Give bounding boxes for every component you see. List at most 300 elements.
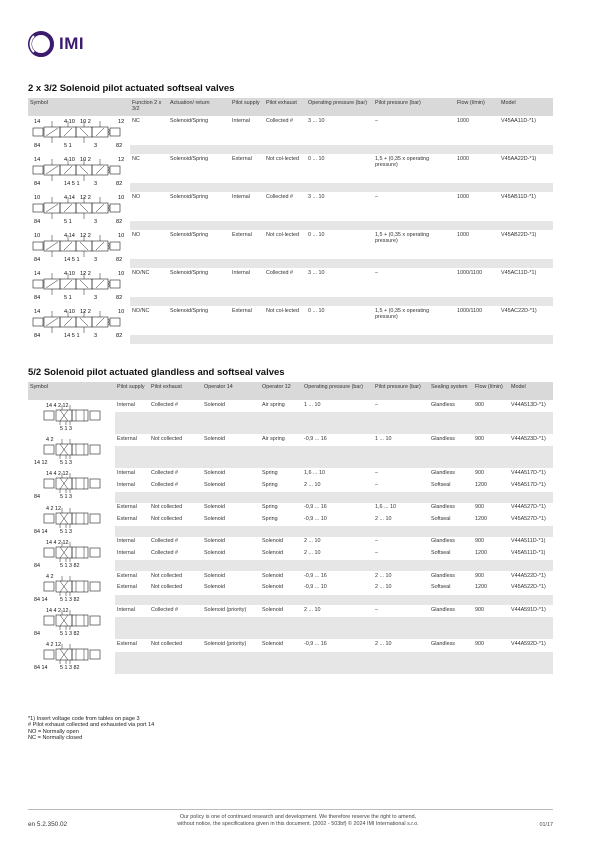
table-row	[28, 434, 553, 446]
table-row	[28, 154, 553, 183]
port-label: 84	[34, 257, 41, 263]
cell-exhaust: Collected #	[266, 270, 293, 276]
cell-supply: Internal	[117, 550, 135, 557]
cell-exhaust: Not collected	[151, 504, 183, 511]
cell-pilot: –	[375, 481, 378, 488]
port-label: 10	[34, 233, 41, 239]
row-band	[115, 595, 553, 606]
column-header: Pilot pressure (bar)	[373, 98, 455, 116]
cell-op: 1,6 ... 10	[304, 469, 325, 476]
cell-flow: 1000	[457, 232, 469, 238]
cell-exhaust: Not col-lected	[266, 308, 299, 314]
cell-exhaust: Not collected	[151, 515, 183, 522]
symbol-cell	[28, 154, 130, 192]
cell-seal: Glandless	[431, 606, 455, 613]
valve-symbol-5-2-icon	[30, 435, 114, 465]
cell-op12: Spring	[262, 504, 278, 511]
port-label: 4 10	[64, 271, 75, 277]
cell-actuation: Solenoid/Spring	[170, 270, 209, 276]
symbol-cell	[28, 306, 130, 344]
cell-flow: 900	[475, 401, 484, 408]
cell-supply: External	[117, 640, 137, 647]
table-row	[28, 306, 553, 335]
port-label: 12 2	[80, 233, 91, 239]
cell-op14: Solenoid	[204, 481, 225, 488]
document-code: en 5.2.350.02	[28, 821, 68, 828]
cell-pilot: 2 ... 10	[375, 640, 392, 647]
column-header: Pilot exhaust	[149, 382, 202, 400]
table-row	[28, 503, 553, 515]
cell-supply: Internal	[117, 481, 135, 488]
cell-op: -0,9 ... 16	[304, 504, 327, 511]
row-band	[130, 183, 553, 192]
cell-supply: External	[117, 435, 137, 442]
port-label: 3	[94, 181, 98, 187]
cell-exhaust: Collected #	[151, 401, 178, 408]
cell-supply: External	[232, 232, 252, 238]
table-row	[28, 605, 553, 617]
cell-flow: 1000	[457, 194, 469, 200]
row-band	[115, 492, 553, 503]
column-header: Model	[509, 382, 553, 400]
cell-flow: 900	[475, 572, 484, 579]
port-label-left: 84	[34, 631, 40, 637]
row-band	[115, 446, 553, 468]
cell-function: NO/NC	[132, 270, 150, 276]
port-label-bottom: 5 1 3	[60, 528, 72, 534]
symbol-cell	[28, 434, 115, 468]
valve-symbol-2x3-2-icon	[30, 155, 128, 187]
column-header: Model	[499, 98, 553, 116]
table-row	[28, 571, 553, 583]
symbol-cell	[28, 468, 115, 502]
column-header: Sealing system	[429, 382, 473, 400]
column-header: Flow (l/min)	[473, 382, 509, 400]
cell-seal: Softseal	[431, 481, 451, 488]
port-label: 84	[34, 181, 41, 187]
cell-seal: Softseal	[431, 515, 451, 522]
row-band	[115, 412, 553, 434]
port-label-top: 14 4 2 12	[46, 539, 69, 546]
cell-model: V44A591D-*1)	[511, 606, 546, 613]
cell-actuation: Solenoid/Spring	[170, 308, 209, 314]
symbol-cell	[28, 400, 115, 434]
cell-model: V45AC22D-*1)	[501, 308, 537, 314]
cell-op: 2 ... 10	[304, 606, 321, 613]
cell-exhaust: Not collected	[151, 640, 183, 647]
cell-op14: Solenoid (priority)	[204, 640, 247, 647]
column-header: Pilot supply	[230, 98, 264, 116]
port-label: 10 2	[80, 119, 91, 125]
cell-op: -0,9 ... 16	[304, 640, 327, 647]
port-label-bottom: 5 1 3 82	[60, 665, 80, 671]
cell-supply: Internal	[117, 469, 135, 476]
cell-op: -0,9 ... 16	[304, 572, 327, 579]
cell-op: 2 ... 10	[304, 538, 321, 545]
cell-function: NO	[132, 232, 141, 238]
port-label: 82	[116, 143, 123, 149]
cell-exhaust: Collected #	[151, 538, 178, 545]
cell-seal: Glandless	[431, 401, 455, 408]
table-row	[28, 192, 553, 221]
cell-supply: External	[232, 308, 252, 314]
cell-exhaust: Not collected	[151, 572, 183, 579]
port-label: 14	[34, 271, 41, 277]
port-label: 4 10	[64, 119, 75, 125]
cell-op: 3 ... 10	[308, 118, 325, 124]
cell-model: V44A522D-*1)	[511, 572, 546, 579]
cell-pilot: –	[375, 270, 378, 276]
cell-op14: Solenoid	[204, 584, 225, 591]
valve-symbol-5-2-icon	[30, 572, 114, 602]
cell-model: V45A527D-*1)	[511, 515, 546, 522]
port-label-bottom: 5 1 3 82	[60, 597, 80, 603]
port-label: 14 5 1	[64, 257, 80, 263]
cell-supply: External	[117, 572, 137, 579]
cell-exhaust: Not collected	[151, 584, 183, 591]
cell-flow: 900	[475, 538, 484, 545]
valve-symbol-2x3-2-icon	[30, 193, 128, 225]
cell-op: -0,9 ... 10	[304, 515, 327, 522]
port-label-top: 14 4 2 12	[46, 608, 69, 615]
cell-seal: Glandless	[431, 538, 455, 545]
cell-model: V44A523D-*1)	[511, 435, 546, 442]
cell-op12: Air spring	[262, 401, 285, 408]
cell-model: V44A511D-*1)	[511, 538, 546, 545]
section2-title: 5/2 Solenoid pilot actuated glandless and softseal valves	[28, 367, 285, 378]
port-label: 3	[94, 333, 98, 339]
port-label: 84	[34, 143, 41, 149]
footer-divider	[28, 809, 553, 810]
table-row	[28, 537, 553, 549]
cell-seal: Glandless	[431, 640, 455, 647]
cell-model: V45AC11D-*1)	[501, 270, 537, 276]
column-header: Operating pressure (bar)	[302, 382, 373, 400]
cell-pilot: –	[375, 118, 378, 124]
cell-flow: 1200	[475, 515, 487, 522]
cell-pilot: 2 ... 10	[375, 572, 392, 579]
row-band	[115, 560, 553, 571]
footnote: NC = Normally closed	[28, 735, 83, 742]
row-band	[115, 617, 553, 639]
port-label-bottom: 5 1 3 82	[60, 631, 80, 637]
valve-symbol-2x3-2-icon	[30, 307, 128, 339]
table-row	[28, 400, 553, 412]
cell-op12: Spring	[262, 481, 278, 488]
port-label-left: 84 14	[34, 597, 48, 603]
table-3-2-valves	[28, 98, 553, 344]
column-header: Operator 12	[260, 382, 302, 400]
cell-function: NC	[132, 156, 140, 162]
footnote: *1) Insert voltage code from tables on page 3	[28, 716, 140, 722]
port-label: 3	[94, 257, 98, 263]
section1-title: 2 x 3/2 Solenoid pilot actuated softseal valves	[28, 83, 235, 94]
port-label: 12 2	[80, 195, 91, 201]
column-header: Operating pressure (bar)	[306, 98, 373, 116]
cell-pilot: –	[375, 194, 378, 200]
cell-exhaust: Collected #	[266, 194, 293, 200]
cell-actuation: Solenoid/Spring	[170, 118, 209, 124]
valve-symbol-2x3-2-icon	[30, 269, 128, 301]
cell-op: 1 ... 10	[304, 401, 321, 408]
footer-disclaimer-line: Our policy is one of continued research and development. We therefore reserve the right to amend,	[179, 814, 417, 820]
cell-pilot: –	[375, 538, 378, 545]
port-label-top: 14 4 2 12	[46, 471, 69, 478]
cell-exhaust: Not col-lected	[266, 232, 299, 238]
port-label: 10 2	[80, 157, 91, 163]
port-label: 4 10	[64, 309, 75, 315]
cell-supply: Internal	[117, 401, 135, 408]
cell-supply: External	[232, 156, 252, 162]
cell-seal: Glandless	[431, 435, 455, 442]
symbol-cell	[28, 503, 115, 537]
port-label-bottom: 5 1 3 82	[60, 562, 80, 568]
cell-pilot: 1 ... 10	[375, 435, 392, 442]
cell-model: V45A511D-*1)	[511, 550, 546, 557]
imi-logo	[28, 30, 88, 58]
cell-seal: Softseal	[431, 584, 451, 591]
cell-supply: Internal	[232, 194, 250, 200]
cell-supply: Internal	[117, 538, 135, 545]
cell-op12: Solenoid	[262, 606, 283, 613]
cell-flow: 900	[475, 504, 484, 511]
cell-exhaust: Collected #	[151, 550, 178, 557]
port-label: 10	[118, 195, 125, 201]
cell-op12: Solenoid	[262, 550, 283, 557]
cell-op: 2 ... 10	[304, 481, 321, 488]
cell-model: V45A517D-*1)	[511, 481, 546, 488]
port-label: 5 1	[64, 295, 72, 301]
cell-op: 0 ... 10	[308, 156, 325, 162]
port-label-bottom: 5 1 3	[60, 460, 72, 466]
table-row	[28, 116, 553, 145]
valve-symbol-5-2-icon	[30, 606, 114, 636]
port-label-bottom: 5 1 3	[60, 426, 72, 431]
port-label: 14	[34, 119, 41, 125]
column-header: Actuation/ return	[168, 98, 230, 116]
column-header: Symbol	[28, 382, 115, 400]
footnotes	[28, 716, 154, 742]
cell-model: V45AB11D-*1)	[501, 194, 536, 200]
symbol-cell	[28, 268, 130, 306]
port-label: 14 5 1	[64, 181, 80, 187]
column-header: Pilot exhaust	[264, 98, 306, 116]
cell-model: V44A527D-*1)	[511, 504, 546, 511]
cell-supply: External	[117, 515, 137, 522]
cell-op12: Solenoid	[262, 640, 283, 647]
table-row	[28, 639, 553, 651]
cell-flow: 1200	[475, 481, 487, 488]
port-label: 12	[118, 157, 125, 163]
port-label-top: 4 2 12	[46, 505, 61, 512]
cell-op14: Solenoid	[204, 504, 225, 511]
cell-flow: 1000/1100	[457, 308, 483, 314]
footer-disclaimer-line: without notice, the specifications given in this document. (2002 - 503bf) © 2024 IMI International s.r.o.	[177, 821, 419, 827]
row-band	[130, 145, 553, 154]
cell-flow: 900	[475, 469, 484, 476]
logo-text: IMI	[59, 34, 85, 53]
cell-actuation: Solenoid/Spring	[170, 194, 209, 200]
port-label-top: 4 2 12	[46, 642, 61, 649]
port-label-top: 4 2	[46, 437, 54, 444]
valve-symbol-5-2-icon	[30, 469, 114, 499]
port-label-left: 84 14	[34, 528, 48, 534]
table-row	[28, 230, 553, 259]
cell-flow: 1000	[457, 118, 469, 124]
row-band	[115, 526, 553, 537]
cell-supply: External	[117, 584, 137, 591]
cell-op14: Solenoid	[204, 515, 225, 522]
cell-model: V44A517D-*1)	[511, 469, 546, 476]
cell-seal: Softseal	[431, 550, 451, 557]
cell-op: 3 ... 10	[308, 194, 325, 200]
cell-seal: Glandless	[431, 572, 455, 579]
port-label: 12 2	[80, 309, 91, 315]
row-band	[130, 335, 553, 344]
row-band	[130, 297, 553, 306]
cell-op: 0 ... 10	[308, 308, 325, 314]
cell-flow: 1000/1100	[457, 270, 483, 276]
port-label: 14 5 1	[64, 333, 80, 339]
port-label: 5 1	[64, 219, 72, 225]
symbol-cell	[28, 116, 130, 154]
imi-logo-mark-icon	[28, 31, 54, 57]
port-label: 14	[34, 309, 41, 315]
port-label-top: 4 2	[46, 574, 54, 581]
symbol-cell	[28, 537, 115, 571]
port-label: 82	[116, 257, 123, 263]
cell-seal: Glandless	[431, 469, 455, 476]
cell-flow: 900	[475, 435, 484, 442]
footnote: NO = Normally open	[28, 728, 79, 735]
symbol-cell	[28, 571, 115, 605]
column-header: Pilot supply	[115, 382, 149, 400]
cell-supply: Internal	[232, 118, 250, 124]
port-label-left: 14 12	[34, 460, 48, 466]
cell-pilot: 1,5 + (0,35 x operating pressure)	[375, 308, 430, 321]
cell-pilot: –	[375, 550, 378, 557]
table-row	[28, 468, 553, 480]
cell-supply: Internal	[117, 606, 135, 613]
cell-flow: 900	[475, 640, 484, 647]
cell-supply: Internal	[232, 270, 250, 276]
valve-symbol-5-2-icon	[30, 401, 114, 431]
port-label-bottom: 5 1 3	[60, 494, 72, 500]
port-label: 10	[118, 309, 125, 315]
port-label: 84	[34, 333, 41, 339]
port-label: 84	[34, 219, 41, 225]
cell-pilot: –	[375, 469, 378, 476]
cell-flow: 1200	[475, 550, 487, 557]
row-band	[130, 221, 553, 230]
cell-actuation: Solenoid/Spring	[170, 232, 209, 238]
cell-flow: 1000	[457, 156, 469, 162]
symbol-cell	[28, 639, 115, 673]
cell-actuation: Solenoid/Spring	[170, 156, 209, 162]
cell-pilot: 1,5 + (0,35 x operating pressure)	[375, 156, 430, 169]
footer-disclaimer	[120, 814, 476, 828]
table-5-2-valves	[28, 382, 553, 674]
valve-symbol-2x3-2-icon	[30, 117, 128, 149]
port-label-left: 84	[34, 494, 40, 500]
cell-model: V45A522D-*1)	[511, 584, 546, 591]
cell-function: NO/NC	[132, 308, 150, 314]
cell-model: V44A513D-*1)	[511, 401, 546, 408]
cell-op14: Solenoid	[204, 572, 225, 579]
port-label: 10	[118, 233, 125, 239]
cell-op12: Air spring	[262, 435, 285, 442]
cell-exhaust: Collected #	[151, 481, 178, 488]
port-label: 4 10	[64, 157, 75, 163]
cell-exhaust: Not collected	[151, 435, 183, 442]
cell-op14: Solenoid	[204, 401, 225, 408]
port-label: 10	[118, 271, 125, 277]
cell-exhaust: Not col-lected	[266, 156, 299, 162]
cell-op: 0 ... 10	[308, 232, 325, 238]
cell-exhaust: Collected #	[151, 469, 178, 476]
port-label: 5 1	[64, 143, 72, 149]
cell-exhaust: Collected #	[151, 606, 178, 613]
valve-symbol-5-2-icon	[30, 504, 114, 534]
column-header: Flow (l/min)	[455, 98, 499, 116]
port-label: 14	[34, 157, 41, 163]
port-label: 82	[116, 333, 123, 339]
port-label: 4 14	[64, 195, 75, 201]
cell-seal: Glandless	[431, 504, 455, 511]
cell-op: -0,9 ... 16	[304, 435, 327, 442]
cell-supply: External	[117, 504, 137, 511]
cell-pilot: 2 ... 10	[375, 515, 392, 522]
port-label: 12	[118, 119, 125, 125]
footnote: # Pilot exhaust collected and exhausted via port 14	[28, 722, 155, 729]
cell-op14: Solenoid	[204, 435, 225, 442]
cell-pilot: –	[375, 401, 378, 408]
port-label-top: 14 4 2 12	[46, 403, 69, 409]
cell-pilot: 1,6 ... 10	[375, 504, 396, 511]
cell-pilot: –	[375, 606, 378, 613]
port-label: 12 2	[80, 271, 91, 277]
column-header: Symbol	[28, 98, 130, 116]
port-label: 82	[116, 295, 123, 301]
symbol-cell	[28, 192, 130, 230]
page-number: 01/17	[539, 822, 553, 828]
valve-symbol-5-2-icon	[30, 640, 114, 670]
cell-op12: Spring	[262, 469, 278, 476]
cell-op14: Solenoid	[204, 538, 225, 545]
cell-op14: Solenoid	[204, 469, 225, 476]
cell-exhaust: Collected #	[266, 118, 293, 124]
cell-op: -0,9 ... 10	[304, 584, 327, 591]
port-label: 10	[34, 195, 41, 201]
cell-op12: Solenoid	[262, 572, 283, 579]
port-label: 84	[34, 295, 41, 301]
cell-pilot: 1,5 + (0,35 x operating pressure)	[375, 232, 430, 245]
column-header: Function 2 x 3/2	[130, 98, 168, 116]
symbol-cell	[28, 230, 130, 268]
port-label: 3	[94, 219, 98, 225]
port-label: 3	[94, 143, 98, 149]
cell-model: V45AB22D-*1)	[501, 232, 537, 238]
port-label: 82	[116, 219, 123, 225]
row-band	[115, 652, 553, 674]
cell-pilot: 2 ... 10	[375, 584, 392, 591]
cell-op: 2 ... 10	[304, 550, 321, 557]
cell-function: NO	[132, 194, 141, 200]
port-label: 3	[94, 295, 98, 301]
port-label: 4 14	[64, 233, 75, 239]
cell-model: V44A592D-*1)	[511, 640, 546, 647]
cell-op14: Solenoid	[204, 550, 225, 557]
